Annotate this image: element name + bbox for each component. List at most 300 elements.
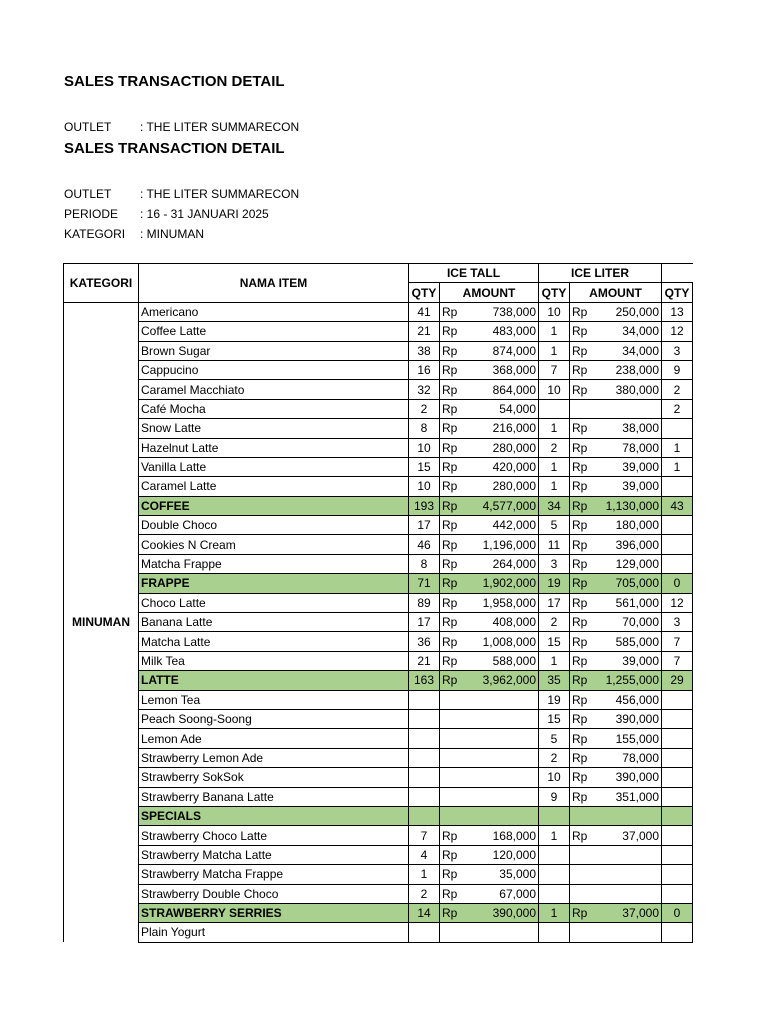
ice-liter-qty-cell: 5 <box>539 516 570 535</box>
ice-liter-amount-cell: 585,000 <box>598 632 662 651</box>
ice-tall-amount-cell: 280,000 <box>468 477 539 496</box>
ice-liter-amount-cell: 380,000 <box>598 380 662 399</box>
periode-value: : 16 - 31 JANUARI 2025 <box>140 207 269 221</box>
ice-tall-currency-cell: Rp <box>440 341 468 360</box>
page-title: SALES TRANSACTION DETAIL <box>64 73 285 90</box>
ice-tall-currency-cell: Rp <box>440 865 468 884</box>
ice-tall-amount-cell: 1,958,000 <box>468 593 539 612</box>
ice-liter-currency-cell: Rp <box>570 419 598 438</box>
ice-tall-currency-cell <box>440 768 468 787</box>
ice-liter-amount-cell: 250,000 <box>598 302 662 321</box>
subtotal-row <box>64 903 693 922</box>
ice-tall-amount-cell: 54,000 <box>468 399 539 418</box>
next-qty-cell: 7 <box>662 632 693 651</box>
ice-liter-currency-cell: Rp <box>570 360 598 379</box>
ice-liter-qty-cell: 7 <box>539 360 570 379</box>
table-row <box>64 748 693 767</box>
ice-tall-qty-cell <box>409 709 440 728</box>
ice-tall-qty-cell: 46 <box>409 535 440 554</box>
ice-tall-currency-cell: Rp <box>440 438 468 457</box>
header-next-group <box>662 264 693 283</box>
ice-liter-qty-cell: 19 <box>539 574 570 593</box>
ice-liter-amount-cell: 34,000 <box>598 341 662 360</box>
ice-liter-amount-cell: 390,000 <box>598 768 662 787</box>
item-name-cell: Peach Soong-Soong <box>139 709 409 728</box>
header-ice-tall-amount: AMOUNT <box>440 283 539 302</box>
ice-liter-qty-cell: 1 <box>539 651 570 670</box>
ice-liter-amount-cell: 705,000 <box>598 574 662 593</box>
next-qty-cell: 9 <box>662 360 693 379</box>
ice-tall-qty-cell: 41 <box>409 302 440 321</box>
ice-tall-currency-cell: Rp <box>440 516 468 535</box>
next-qty-cell <box>662 477 693 496</box>
ice-tall-qty-cell <box>409 806 440 825</box>
next-qty-cell: 1 <box>662 438 693 457</box>
ice-liter-amount-cell: 390,000 <box>598 709 662 728</box>
ice-liter-currency-cell: Rp <box>570 302 598 321</box>
ice-liter-currency-cell: Rp <box>570 574 598 593</box>
ice-tall-amount-cell: 168,000 <box>468 826 539 845</box>
ice-liter-qty-cell: 35 <box>539 671 570 690</box>
ice-tall-amount-cell <box>468 709 539 728</box>
sales-table-body <box>64 302 693 942</box>
ice-liter-currency-cell: Rp <box>570 709 598 728</box>
item-name-cell: Cappucino <box>139 360 409 379</box>
ice-liter-currency-cell <box>570 923 598 942</box>
ice-tall-amount-cell: 35,000 <box>468 865 539 884</box>
ice-tall-qty-cell: 71 <box>409 574 440 593</box>
ice-liter-amount-cell: 561,000 <box>598 593 662 612</box>
ice-liter-qty-cell <box>539 884 570 903</box>
table-row <box>64 593 693 612</box>
ice-tall-currency-cell <box>440 709 468 728</box>
ice-liter-amount-cell: 129,000 <box>598 554 662 573</box>
ice-tall-qty-cell <box>409 729 440 748</box>
item-name-cell: Strawberry Matcha Latte <box>139 845 409 864</box>
next-qty-cell: 43 <box>662 496 693 515</box>
ice-liter-qty-cell <box>539 845 570 864</box>
item-name-cell: LATTE <box>139 671 409 690</box>
ice-tall-amount-cell: 390,000 <box>468 903 539 922</box>
next-qty-cell <box>662 845 693 864</box>
ice-liter-amount-cell: 37,000 <box>598 903 662 922</box>
ice-liter-currency-cell: Rp <box>570 457 598 476</box>
ice-tall-currency-cell: Rp <box>440 419 468 438</box>
next-qty-cell: 1 <box>662 457 693 476</box>
ice-liter-currency-cell: Rp <box>570 477 598 496</box>
ice-liter-qty-cell: 5 <box>539 729 570 748</box>
ice-tall-currency-cell: Rp <box>440 496 468 515</box>
ice-tall-qty-cell: 15 <box>409 457 440 476</box>
next-qty-cell: 2 <box>662 380 693 399</box>
next-qty-cell <box>662 709 693 728</box>
next-qty-cell: 12 <box>662 593 693 612</box>
next-qty-cell <box>662 554 693 573</box>
table-row <box>64 419 693 438</box>
ice-liter-currency-cell: Rp <box>570 516 598 535</box>
item-name-cell: Lemon Ade <box>139 729 409 748</box>
header-ice-liter: ICE LITER <box>539 264 662 283</box>
ice-tall-currency-cell <box>440 690 468 709</box>
ice-liter-qty-cell: 19 <box>539 690 570 709</box>
next-qty-cell <box>662 690 693 709</box>
item-name-cell: Strawberry SokSok <box>139 768 409 787</box>
ice-liter-amount-cell: 39,000 <box>598 477 662 496</box>
next-qty-cell: 7 <box>662 651 693 670</box>
next-qty-cell <box>662 923 693 942</box>
item-name-cell: Strawberry Choco Latte <box>139 826 409 845</box>
subtotal-row <box>64 496 693 515</box>
ice-tall-currency-cell: Rp <box>440 651 468 670</box>
item-name-cell: Caramel Macchiato <box>139 380 409 399</box>
ice-tall-qty-cell: 32 <box>409 380 440 399</box>
ice-tall-amount-cell <box>468 748 539 767</box>
next-qty-cell: 0 <box>662 903 693 922</box>
item-name-cell: Café Mocha <box>139 399 409 418</box>
ice-tall-currency-cell: Rp <box>440 613 468 632</box>
ice-liter-amount-cell: 78,000 <box>598 438 662 457</box>
ice-liter-currency-cell: Rp <box>570 651 598 670</box>
ice-tall-qty-cell <box>409 923 440 942</box>
table-row <box>64 399 693 418</box>
header-kategori: KATEGORI <box>64 264 139 303</box>
outlet-value: : THE LITER SUMMARECON <box>140 120 300 134</box>
table-row <box>64 457 693 476</box>
ice-tall-amount-cell: 1,902,000 <box>468 574 539 593</box>
ice-liter-amount-cell: 39,000 <box>598 457 662 476</box>
ice-tall-amount-cell: 738,000 <box>468 302 539 321</box>
ice-liter-qty-cell: 1 <box>539 419 570 438</box>
next-qty-cell: 3 <box>662 613 693 632</box>
ice-liter-amount-cell: 70,000 <box>598 613 662 632</box>
header-ice-liter-qty: QTY <box>539 283 570 302</box>
outlet-row-repeat <box>64 187 299 201</box>
ice-tall-currency-cell: Rp <box>440 845 468 864</box>
item-name-cell: Strawberry Lemon Ade <box>139 748 409 767</box>
item-name-cell: Milk Tea <box>139 651 409 670</box>
table-row <box>64 360 693 379</box>
next-qty-cell <box>662 516 693 535</box>
ice-tall-currency-cell: Rp <box>440 632 468 651</box>
ice-tall-currency-cell <box>440 806 468 825</box>
ice-tall-qty-cell: 193 <box>409 496 440 515</box>
ice-tall-qty-cell <box>409 748 440 767</box>
header-ice-tall-qty: QTY <box>409 283 440 302</box>
ice-liter-currency-cell: Rp <box>570 613 598 632</box>
table-row <box>64 884 693 903</box>
table-row <box>64 768 693 787</box>
next-qty-cell <box>662 884 693 903</box>
ice-tall-currency-cell: Rp <box>440 477 468 496</box>
ice-liter-amount-cell <box>598 845 662 864</box>
ice-liter-amount-cell: 1,130,000 <box>598 496 662 515</box>
ice-liter-currency-cell: Rp <box>570 690 598 709</box>
ice-tall-amount-cell: 588,000 <box>468 651 539 670</box>
item-name-cell: Cookies N Cream <box>139 535 409 554</box>
ice-tall-qty-cell: 8 <box>409 554 440 573</box>
ice-liter-qty-cell: 1 <box>539 826 570 845</box>
sales-table <box>63 263 693 943</box>
table-row <box>64 302 693 321</box>
item-name-cell: COFFEE <box>139 496 409 515</box>
ice-liter-amount-cell <box>598 806 662 825</box>
item-name-cell: Brown Sugar <box>139 341 409 360</box>
next-qty-cell <box>662 826 693 845</box>
table-row <box>64 923 693 942</box>
header-next-qty: QTY <box>662 283 693 302</box>
ice-liter-amount-cell: 180,000 <box>598 516 662 535</box>
ice-liter-qty-cell <box>539 806 570 825</box>
ice-tall-qty-cell: 38 <box>409 341 440 360</box>
ice-liter-amount-cell: 1,255,000 <box>598 671 662 690</box>
ice-tall-amount-cell <box>468 768 539 787</box>
item-name-cell: Strawberry Double Choco <box>139 884 409 903</box>
ice-liter-qty-cell <box>539 923 570 942</box>
ice-tall-currency-cell: Rp <box>440 884 468 903</box>
table-row <box>64 845 693 864</box>
item-name-cell: Strawberry Matcha Frappe <box>139 865 409 884</box>
ice-liter-currency-cell: Rp <box>570 787 598 806</box>
ice-tall-amount-cell: 120,000 <box>468 845 539 864</box>
ice-liter-amount-cell <box>598 884 662 903</box>
ice-liter-currency-cell: Rp <box>570 593 598 612</box>
table-row <box>64 438 693 457</box>
ice-tall-amount-cell <box>468 729 539 748</box>
ice-liter-currency-cell: Rp <box>570 380 598 399</box>
ice-tall-qty-cell: 10 <box>409 438 440 457</box>
outlet-label: OUTLET <box>64 120 112 134</box>
ice-liter-currency-cell <box>570 845 598 864</box>
ice-tall-qty-cell: 14 <box>409 903 440 922</box>
ice-tall-amount-cell: 1,008,000 <box>468 632 539 651</box>
ice-tall-currency-cell: Rp <box>440 380 468 399</box>
periode-row <box>64 207 269 221</box>
ice-liter-amount-cell: 39,000 <box>598 651 662 670</box>
ice-liter-amount-cell <box>598 399 662 418</box>
ice-tall-currency-cell <box>440 923 468 942</box>
ice-tall-qty-cell: 163 <box>409 671 440 690</box>
ice-liter-qty-cell: 15 <box>539 709 570 728</box>
ice-tall-currency-cell: Rp <box>440 457 468 476</box>
ice-tall-currency-cell <box>440 729 468 748</box>
outlet-label: OUTLET <box>64 187 112 201</box>
ice-liter-currency-cell <box>570 399 598 418</box>
table-row <box>64 535 693 554</box>
next-qty-cell <box>662 865 693 884</box>
table-row <box>64 709 693 728</box>
item-name-cell: Hazelnut Latte <box>139 438 409 457</box>
item-name-cell: Caramel Latte <box>139 477 409 496</box>
item-name-cell: Plain Yogurt <box>139 923 409 942</box>
ice-liter-currency-cell: Rp <box>570 826 598 845</box>
ice-tall-currency-cell: Rp <box>440 399 468 418</box>
ice-tall-qty-cell: 21 <box>409 651 440 670</box>
ice-liter-currency-cell <box>570 806 598 825</box>
ice-tall-currency-cell: Rp <box>440 593 468 612</box>
ice-liter-amount-cell <box>598 865 662 884</box>
ice-liter-currency-cell: Rp <box>570 496 598 515</box>
ice-liter-qty-cell: 2 <box>539 438 570 457</box>
kategori-value: : MINUMAN <box>140 227 204 241</box>
ice-liter-qty-cell: 10 <box>539 768 570 787</box>
periode-label: PERIODE <box>64 207 119 221</box>
ice-liter-qty-cell <box>539 865 570 884</box>
subtotal-row <box>64 574 693 593</box>
ice-liter-amount-cell: 37,000 <box>598 826 662 845</box>
item-name-cell: Matcha Latte <box>139 632 409 651</box>
ice-liter-amount-cell: 238,000 <box>598 360 662 379</box>
ice-tall-currency-cell: Rp <box>440 826 468 845</box>
ice-tall-qty-cell: 2 <box>409 399 440 418</box>
ice-liter-currency-cell <box>570 884 598 903</box>
item-name-cell: Americano <box>139 302 409 321</box>
ice-tall-amount-cell: 442,000 <box>468 516 539 535</box>
subtotal-row <box>64 671 693 690</box>
table-row <box>64 729 693 748</box>
item-name-cell: Double Choco <box>139 516 409 535</box>
next-qty-cell <box>662 748 693 767</box>
ice-liter-qty-cell <box>539 399 570 418</box>
next-qty-cell <box>662 806 693 825</box>
ice-liter-qty-cell: 2 <box>539 748 570 767</box>
table-row <box>64 516 693 535</box>
table-row <box>64 613 693 632</box>
ice-liter-qty-cell: 9 <box>539 787 570 806</box>
next-qty-cell: 13 <box>662 302 693 321</box>
ice-liter-currency-cell: Rp <box>570 535 598 554</box>
outlet-value: : THE LITER SUMMARECON <box>140 187 300 201</box>
ice-tall-qty-cell <box>409 690 440 709</box>
item-name-cell: Vanilla Latte <box>139 457 409 476</box>
ice-tall-currency-cell: Rp <box>440 360 468 379</box>
item-name-cell: SPECIALS <box>139 806 409 825</box>
item-name-cell: Banana Latte <box>139 613 409 632</box>
ice-tall-amount-cell: 408,000 <box>468 613 539 632</box>
next-qty-cell <box>662 729 693 748</box>
ice-tall-currency-cell: Rp <box>440 535 468 554</box>
ice-tall-amount-cell: 864,000 <box>468 380 539 399</box>
ice-tall-amount-cell: 280,000 <box>468 438 539 457</box>
ice-liter-currency-cell: Rp <box>570 632 598 651</box>
item-name-cell: Lemon Tea <box>139 690 409 709</box>
ice-liter-currency-cell: Rp <box>570 671 598 690</box>
ice-tall-currency-cell <box>440 748 468 767</box>
item-name-cell: Snow Latte <box>139 419 409 438</box>
ice-liter-qty-cell: 1 <box>539 322 570 341</box>
ice-tall-qty-cell: 1 <box>409 865 440 884</box>
ice-tall-amount-cell: 1,196,000 <box>468 535 539 554</box>
item-name-cell: Choco Latte <box>139 593 409 612</box>
ice-liter-qty-cell: 2 <box>539 613 570 632</box>
ice-liter-currency-cell <box>570 865 598 884</box>
table-row <box>64 554 693 573</box>
table-row <box>64 826 693 845</box>
next-qty-cell: 29 <box>662 671 693 690</box>
ice-liter-amount-cell: 38,000 <box>598 419 662 438</box>
ice-liter-qty-cell: 10 <box>539 302 570 321</box>
ice-liter-qty-cell: 11 <box>539 535 570 554</box>
ice-tall-amount-cell <box>468 923 539 942</box>
next-qty-cell: 12 <box>662 322 693 341</box>
next-qty-cell: 3 <box>662 341 693 360</box>
ice-tall-qty-cell <box>409 768 440 787</box>
ice-liter-currency-cell: Rp <box>570 438 598 457</box>
item-name-cell: Coffee Latte <box>139 322 409 341</box>
ice-liter-amount-cell <box>598 923 662 942</box>
ice-liter-qty-cell: 34 <box>539 496 570 515</box>
table-row <box>64 787 693 806</box>
next-qty-cell <box>662 535 693 554</box>
next-qty-cell <box>662 768 693 787</box>
ice-tall-amount-cell: 67,000 <box>468 884 539 903</box>
ice-liter-qty-cell: 3 <box>539 554 570 573</box>
next-qty-cell <box>662 787 693 806</box>
ice-tall-amount-cell: 3,962,000 <box>468 671 539 690</box>
header-ice-liter-amount: AMOUNT <box>570 283 662 302</box>
table-row <box>64 651 693 670</box>
table-row <box>64 632 693 651</box>
ice-tall-currency-cell: Rp <box>440 574 468 593</box>
ice-liter-qty-cell: 1 <box>539 477 570 496</box>
ice-tall-amount-cell <box>468 787 539 806</box>
next-qty-cell <box>662 419 693 438</box>
ice-tall-qty-cell: 2 <box>409 884 440 903</box>
ice-tall-amount-cell: 368,000 <box>468 360 539 379</box>
ice-liter-qty-cell: 15 <box>539 632 570 651</box>
header-nama-item: NAMA ITEM <box>139 264 409 303</box>
ice-liter-currency-cell: Rp <box>570 768 598 787</box>
ice-tall-amount-cell: 216,000 <box>468 419 539 438</box>
ice-liter-qty-cell: 1 <box>539 903 570 922</box>
ice-liter-currency-cell: Rp <box>570 748 598 767</box>
ice-liter-currency-cell: Rp <box>570 903 598 922</box>
ice-tall-qty-cell: 17 <box>409 613 440 632</box>
ice-liter-amount-cell: 78,000 <box>598 748 662 767</box>
item-name-cell: STRAWBERRY SERRIES <box>139 903 409 922</box>
page-title-repeat: SALES TRANSACTION DETAIL <box>64 140 285 157</box>
table-row <box>64 690 693 709</box>
outlet-row <box>64 120 299 134</box>
ice-liter-currency-cell: Rp <box>570 341 598 360</box>
ice-tall-currency-cell: Rp <box>440 322 468 341</box>
ice-tall-currency-cell: Rp <box>440 903 468 922</box>
ice-tall-qty-cell <box>409 787 440 806</box>
ice-liter-currency-cell: Rp <box>570 554 598 573</box>
table-row <box>64 865 693 884</box>
table-row <box>64 477 693 496</box>
ice-tall-qty-cell: 8 <box>409 419 440 438</box>
kategori-cell: MINUMAN <box>64 302 139 942</box>
ice-tall-amount-cell: 4,577,000 <box>468 496 539 515</box>
item-name-cell: Strawberry Banana Latte <box>139 787 409 806</box>
table-row <box>64 341 693 360</box>
kategori-label: KATEGORI <box>64 227 126 241</box>
next-qty-cell: 0 <box>662 574 693 593</box>
ice-liter-amount-cell: 351,000 <box>598 787 662 806</box>
ice-tall-amount-cell: 483,000 <box>468 322 539 341</box>
ice-liter-qty-cell: 10 <box>539 380 570 399</box>
kategori-row <box>64 227 204 241</box>
ice-tall-qty-cell: 4 <box>409 845 440 864</box>
ice-liter-amount-cell: 155,000 <box>598 729 662 748</box>
item-name-cell: Matcha Frappe <box>139 554 409 573</box>
ice-liter-currency-cell: Rp <box>570 729 598 748</box>
ice-tall-currency-cell: Rp <box>440 554 468 573</box>
header-ice-tall: ICE TALL <box>409 264 539 283</box>
item-name-cell: FRAPPE <box>139 574 409 593</box>
ice-liter-qty-cell: 17 <box>539 593 570 612</box>
ice-tall-qty-cell: 7 <box>409 826 440 845</box>
